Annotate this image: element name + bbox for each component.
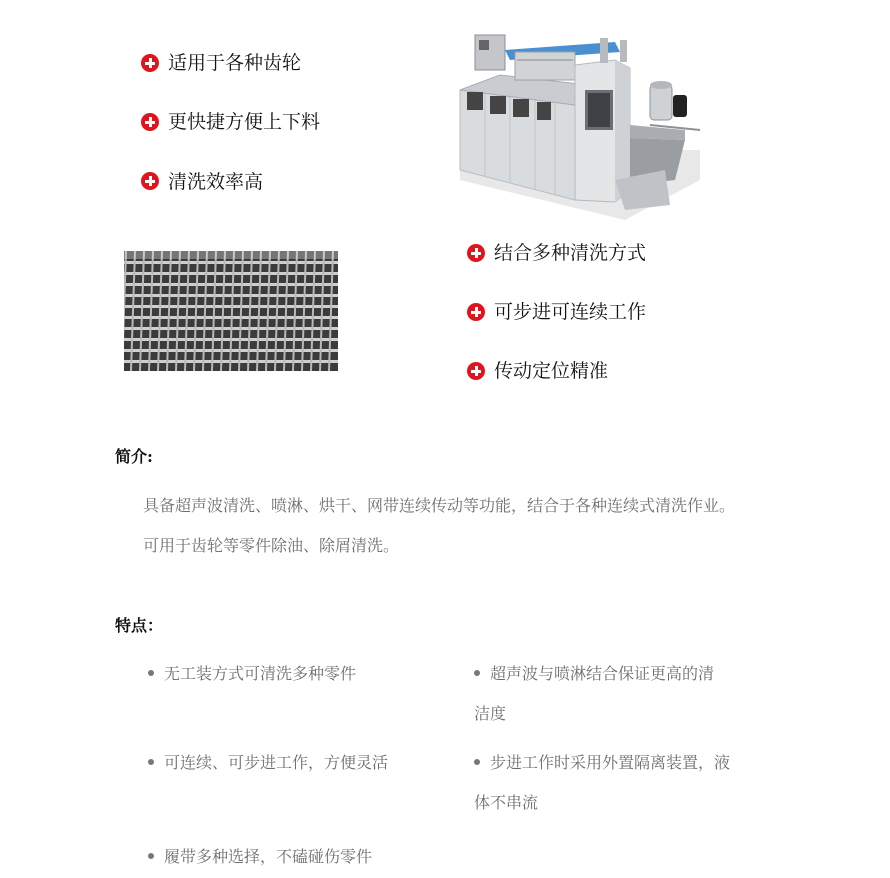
bullet-dot [474, 670, 480, 676]
feature-item: 清洗效率高 [168, 171, 264, 193]
bullet-item [474, 661, 714, 684]
intro-line: 可用于齿轮等零件除油、除屑清洗。 [143, 536, 400, 555]
bullet-item [474, 750, 730, 773]
bullet-continuation: 洁度 [474, 704, 507, 723]
feature-item: 传动定位精准 [494, 360, 609, 382]
bullet-item [148, 844, 372, 867]
intro-heading: 简介: [115, 447, 153, 466]
plus-icon [467, 303, 485, 321]
intro-line: 具备超声波清洗、喷淋、烘干、网带连续传动等功能，结合于各种连续式清洗作业。 [143, 496, 736, 515]
plus-icon [467, 362, 485, 380]
plus-icon [141, 172, 159, 190]
plus-icon [141, 54, 159, 72]
plus-icon [141, 113, 159, 131]
feature-item: 适用于各种齿轮 [168, 52, 302, 74]
bullet-text: 无工装方式可清洗多种零件 [164, 664, 357, 683]
bullet-text: 超声波与喷淋结合保证更高的清 [490, 664, 715, 683]
bullet-item [148, 750, 388, 773]
bullet-dot [148, 670, 154, 676]
bullet-text: 步进工作时采用外置隔离装置，液 [490, 753, 731, 772]
plus-icon [467, 244, 485, 262]
bullet-item [148, 661, 356, 684]
mesh-belt-image [124, 251, 338, 371]
features-heading: 特点： [115, 616, 164, 635]
machine-image [455, 30, 705, 220]
bullet-text: 可连续、可步进工作，方便灵活 [164, 753, 389, 772]
feature-item: 可步进可连续工作 [494, 301, 647, 323]
bullet-dot [148, 759, 154, 765]
bullet-dot [148, 853, 154, 859]
bullet-dot [474, 759, 480, 765]
feature-item: 结合多种清洗方式 [494, 242, 647, 264]
bullet-continuation: 体不串流 [474, 793, 539, 812]
feature-item: 更快捷方便上下料 [168, 111, 321, 133]
bullet-text: 履带多种选择，不磕碰伤零件 [164, 847, 373, 866]
